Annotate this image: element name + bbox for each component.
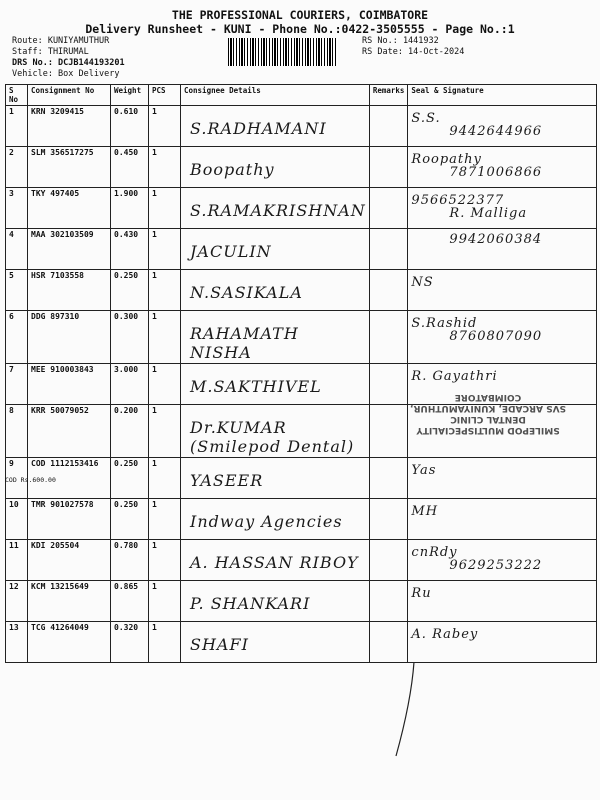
consignment-cell-text: KRR 50079052 [31,406,89,415]
sno-cell [6,581,28,622]
pcs-cell [149,188,181,229]
table-row [6,270,597,311]
col-header: PCS [149,85,181,106]
weight-cell-text: 0.320 [114,623,139,632]
consignee-cell-text: Boopathy [190,160,275,179]
consignee-cell-text: YASEER [190,471,264,490]
weight-cell [111,270,149,311]
remarks-cell [369,581,408,622]
consignment-cell [28,270,111,311]
consignment-cell-text: TMR 901027578 [31,500,94,509]
pcs-cell-text: 1 [152,582,157,591]
weight-cell [111,499,149,540]
table-row [6,581,597,622]
consignee-cell-text: M.SAKTHIVEL [190,377,322,396]
vehicle-label: Vehicle: Box Delivery [12,69,120,79]
stamp-line: SMILEPOD MULTISPECIALITY [416,425,560,435]
sno-cell-text: 9 [9,459,14,468]
pcs-cell [149,229,181,270]
signature-cell-text: MH [411,504,439,519]
weight-cell [111,405,149,458]
signature-cell-text: R. Gayathri [411,369,498,384]
signature-cell [408,106,597,147]
sno-cell [6,147,28,188]
weight-cell-text: 0.780 [114,541,139,550]
consignment-cell-text: HSR 7103558 [31,271,84,280]
signature-phone: 9942060384 [449,232,543,247]
pcs-cell [149,499,181,540]
signature-cell-text: cnRdy [411,545,458,560]
pcs-cell-text: 1 [152,500,157,509]
consignment-cell [28,106,111,147]
col-header: Remarks [369,85,408,106]
consignment-cell [28,147,111,188]
remarks-cell [369,270,408,311]
pcs-cell-text: 1 [152,107,157,116]
sno-cell-text: 13 [9,623,19,632]
pcs-cell [149,622,181,663]
consignee-cell-text: Indway Agencies [190,512,343,531]
remarks-cell [369,106,408,147]
sno-cell [6,229,28,270]
pcs-cell-text: 1 [152,271,157,280]
weight-cell [111,311,149,364]
sno-cell [6,622,28,663]
remarks-cell [369,311,408,364]
weight-cell-text: 0.200 [114,406,139,415]
sno-cell-text: 5 [9,271,14,280]
clinic-stamp [378,365,598,435]
remarks-cell [369,540,408,581]
consignee-cell [181,364,370,405]
pcs-cell [149,540,181,581]
table-row [6,106,597,147]
sno-cell [6,311,28,364]
sno-cell [6,188,28,229]
pcs-cell [149,581,181,622]
pcs-cell [149,147,181,188]
consignment-cell-text: TCG 41264049 [31,623,89,632]
consignee-cell-text: S.RAMAKRISHNAN [190,201,366,220]
table-row [6,458,597,499]
sno-cell-text: 11 [9,541,19,550]
consignee-cell [181,499,370,540]
weight-cell [111,581,149,622]
pcs-cell [149,405,181,458]
drs-label: DRS No.: DCJB144193201 [12,58,125,68]
page-title: THE PROFESSIONAL COURIERS, COIMBATORE [171,8,429,22]
table-row [6,622,597,663]
sno-cell-text: 1 [9,107,14,116]
pcs-cell-text: 1 [152,406,157,415]
consignee-cell-text: S.RADHAMANI [190,119,327,138]
consignee-cell-text: P. SHANKARI [190,594,311,613]
consignment-cell [28,499,111,540]
signature-cell-text: Roopathy [411,152,482,167]
weight-cell-text: 0.430 [114,230,139,239]
stamp-line: COIMBATORE [454,392,522,402]
remarks-cell [369,188,408,229]
weight-cell [111,147,149,188]
signature-cell [408,147,597,188]
weight-cell [111,458,149,499]
meta-right [362,36,464,58]
cod-amount: COD Rs.600.00 [5,476,56,484]
signature-phone: 9442644966 [449,124,543,139]
consignment-cell [28,311,111,364]
signature-phone: 7871006866 [449,165,543,180]
consignee-cell-text: SHAFI [190,635,249,654]
consignee-cell-text: N.SASIKALA [190,283,303,302]
weight-cell-text: 0.865 [114,582,139,591]
signature-cell-text: NS [411,275,434,290]
signature-cell [408,229,597,270]
page-subtitle: Delivery Runsheet - KUNI - Phone No.:0422-3505555 - Page No.:1 [85,22,515,36]
weight-cell [111,106,149,147]
consignment-cell [5,458,111,499]
meta-left [12,36,125,80]
signature-cell-text: S.Rashid [411,316,478,331]
remarks-cell [369,499,408,540]
consignee-cell [181,147,370,188]
consignment-cell [28,405,111,458]
signature-cell [408,311,597,364]
sno-cell [6,405,28,458]
col-header: Consignee Details [181,85,370,106]
sno-cell [6,106,28,147]
consignment-cell [28,188,111,229]
consignee-cell [181,405,370,458]
consignee-cell [181,458,370,499]
table-row [6,229,597,270]
consignment-cell-text: KCM 13215649 [31,582,89,591]
sno-cell-text: 3 [9,189,14,198]
table-row [6,188,597,229]
consignment-cell-text: KRN 3209415 [31,107,84,116]
sno-cell-text: 8 [9,406,14,415]
barcode [228,38,338,66]
consignment-cell-text: COD 1112153416 [31,459,99,468]
staff-label: Staff: THIRUMAL [12,47,89,57]
sno-cell-text: 12 [9,582,19,591]
signature-phone: 9629253222 [449,558,543,573]
weight-cell [111,540,149,581]
table-row [6,311,597,364]
remarks-cell [369,229,408,270]
col-header: S No [6,85,28,106]
table-row [6,540,597,581]
consignment-cell [28,581,111,622]
pcs-cell-text: 1 [152,230,157,239]
pcs-cell [149,311,181,364]
stamp-line: DENTAL CLINIC [450,414,526,424]
col-header: Weight [111,85,149,106]
signature-cell [408,499,597,540]
weight-cell-text: 0.610 [114,107,139,116]
weight-cell-text: 1.900 [114,189,139,198]
consignee-cell-text: A. HASSAN RIBOY [190,553,359,572]
table-row [6,499,597,540]
weight-cell [111,622,149,663]
sno-cell [6,499,28,540]
pcs-cell-text: 1 [152,623,157,632]
col-header: Consignment No [28,85,111,106]
pcs-cell [149,106,181,147]
remarks-cell [369,147,408,188]
consignment-cell-text: SLM 356517275 [31,148,94,157]
signature-cell-text: A. Rabey [411,627,479,642]
consignee-cell-text: RAHAMATH NISHA [190,324,299,362]
table-row [6,147,597,188]
pcs-cell [149,364,181,405]
consignment-cell-text: MAA 302103509 [31,230,94,239]
consignee-cell [181,229,370,270]
weight-cell-text: 0.300 [114,312,139,321]
consignee-cell [181,188,370,229]
signature-cell [408,188,597,229]
sno-cell-text: 6 [9,312,14,321]
consignee-cell-text: JACULIN [190,242,272,261]
signature-cell [408,622,597,663]
consignee-cell [181,581,370,622]
signature-cell [408,270,597,311]
consignment-cell [28,622,111,663]
sno-cell-text: 4 [9,230,14,239]
consignment-cell-text: MEE 910003843 [31,365,94,374]
table-header-row [6,85,597,106]
consignee-cell [181,106,370,147]
consignment-cell-text: KDI 205504 [31,541,80,550]
sno-cell-text: 7 [9,365,14,374]
route-label: Route: KUNIYAMUTHUR [12,36,110,46]
rs-date: RS Date: 14-Oct-2024 [362,47,465,57]
pcs-cell-text: 1 [152,541,157,550]
consignee-cell [181,540,370,581]
weight-cell-text: 0.250 [114,459,139,468]
weight-cell-text: 3.000 [114,365,139,374]
consignee-cell-text: Dr.KUMAR (Smilepod Dental) [190,418,355,456]
sno-cell [6,364,28,405]
signature-cell [408,581,597,622]
weight-cell-text: 0.250 [114,271,139,280]
signature-phone: R. Malliga [449,206,528,221]
consignment-cell-text: DDG 897310 [31,312,80,321]
pcs-cell-text: 1 [152,365,157,374]
consignee-cell [181,622,370,663]
consignee-cell [181,270,370,311]
pcs-cell-text: 1 [152,459,157,468]
consignment-cell-text: TKY 497405 [31,189,80,198]
pcs-cell-text: 1 [152,148,157,157]
signature-cell-text: S.S. [411,111,441,126]
weight-cell-text: 0.450 [114,148,139,157]
sno-cell [6,270,28,311]
consignee-cell [181,311,370,364]
signature-cell [408,540,597,581]
pcs-cell [149,458,181,499]
col-header: Seal & Signature [408,85,597,106]
weight-cell [111,229,149,270]
signature-cell-text: Ru [411,586,432,601]
remarks-cell [369,458,408,499]
pcs-cell-text: 1 [152,312,157,321]
remarks-cell [369,622,408,663]
consignment-cell [28,364,111,405]
signature-cell-text: 9566522377 [411,193,505,208]
consignment-cell [28,540,111,581]
sno-cell-text: 10 [9,500,19,509]
weight-cell [111,364,149,405]
pen-scribble [392,660,422,760]
signature-cell [408,458,597,499]
pcs-cell [149,270,181,311]
signature-phone: 8760807090 [449,329,543,344]
weight-cell [111,188,149,229]
sno-cell-text: 2 [9,148,14,157]
pcs-cell-text: 1 [152,189,157,198]
rs-number: RS No.: 1441932 [362,36,439,46]
consignment-cell [28,229,111,270]
stamp-line: SVS ARCADE, KUNIYAMUTHUR, [409,403,567,413]
sno-cell [6,540,28,581]
weight-cell-text: 0.250 [114,500,139,509]
signature-cell-text: Yas [411,463,437,478]
